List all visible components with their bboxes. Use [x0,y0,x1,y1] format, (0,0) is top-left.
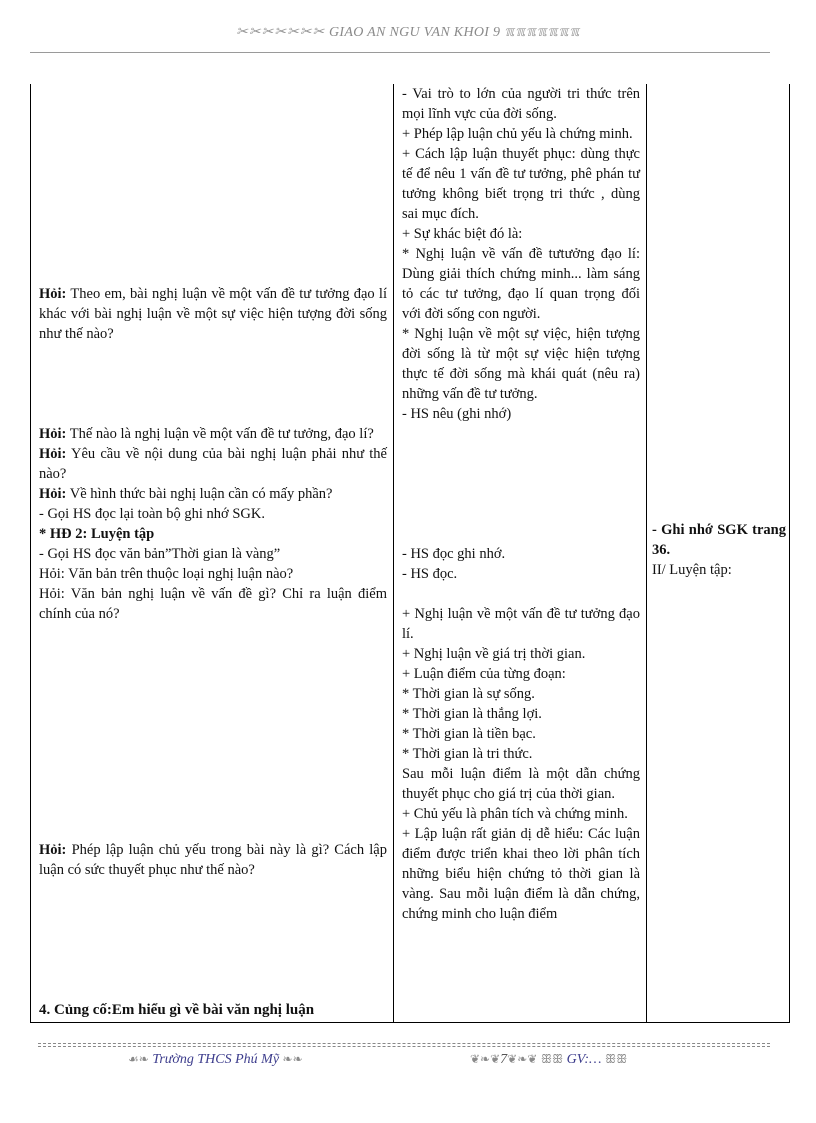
teacher-ornament-left: ꕥꕥ [540,1052,564,1066]
answer-line: + Cách lập luận thuyết phục: dùng thực tế để nêu 1 vấn đề tư tưởng, phê phán tư tưởng không biết trọng tri thức , dùng sai mục đích. [402,146,640,222]
footer-page [470,1052,627,1068]
answer-line: * Thời gian là tiền bạc. [402,726,536,742]
lesson-table [30,84,790,1023]
footer-school [128,1052,303,1068]
header-title: GIAO AN NGU VAN KHOI 9 [328,25,501,40]
footer-rule [38,1043,770,1044]
question-text: Về hình thức bài nghị luận cần có mấy phần? [66,486,333,502]
page-ornament-right: ❦❧❦ [507,1052,538,1066]
header-ornament-right: ℼℼℼℼℼℼℼ [504,25,580,40]
question-text: Phép lập luận chủ yếu trong bài này là gì? Cách lập luận có sức thuyết phục như thế nào? [39,842,387,878]
question-label: Hỏi: [39,426,67,442]
school-name: Trường THCS Phú Mỹ [152,1052,280,1067]
page-header [0,24,816,41]
answer-line: + Nghị luận về giá trị thời gian. [402,646,586,662]
answer-line: + Lập luận rất giản dị dễ hiểu: Các luận điểm được triển khai theo lời phân tích những biểu hiện chứng tỏ thời gian là vàng. Sau mỗi luận điểm là dẫn chứng, chứng minh cho luận điểm [402,826,640,922]
question-text: Yêu cầu về nội dung của bài nghị luận phải như thế nào? [39,446,387,482]
consolidation-heading: 4. Củng cố:Em hiểu gì về bài văn nghị luận [39,1002,315,1018]
answer-line: + Nghị luận về một vấn đề tư tưởng đạo lí. [402,606,640,642]
question-3 [39,444,387,484]
practice-heading: II/ Luyện tập: [652,562,732,578]
answers-block-b [402,544,640,584]
question-4 [39,484,387,504]
question-1 [39,284,387,344]
answer-line: - HS đọc. [402,566,458,582]
answer-line: Sau mỗi luận điểm là một dẫn chứng thuyết phục cho giá trị của thời gian. [402,766,640,802]
memo-note: - Ghi nhớ SGK trang 36. [652,522,786,558]
answer-line: - HS đọc ghi nhớ. [402,546,506,562]
footer-rule-2 [38,1046,770,1047]
page-ornament-left: ❦❧❦ [470,1052,501,1066]
teacher-activity-column [31,84,393,1022]
answer-line: * Thời gian là thắng lợi. [402,706,542,722]
question-6: Hỏi: Văn bản nghị luận về vấn đề gì? Chỉ ra luận điểm chính của nó? [39,586,387,622]
answer-line: * Nghị luận về vấn đề tưtưởng đạo lí: Dùng giải thích chứng minh... làm sáng tỏ các tư tưởng, đạo lí quan trọng đối với đời sống con người. [402,246,640,322]
consolidation [39,1000,387,1020]
answers-block-a [402,84,640,424]
question-label: Hỏi: [39,446,67,462]
question-text: Theo em, bài nghị luận về một vấn đề tư tưởng đạo lí khác với bài nghị luận về một sự việc hiện tượng đời sống như thế nào? [39,286,387,342]
question-label: Hỏi: [39,286,67,302]
teacher-ornament-right: ꕥꕥ [605,1052,628,1066]
question-label: Hỏi: [39,486,67,502]
answer-line: - Vai trò to lớn của người tri thức trên mọi lĩnh vực của đời sống. [402,86,640,122]
content-column [646,84,789,1022]
read-note-instruction: - Gọi HS đọc lại toàn bộ ghi nhớ SGK. [39,506,265,522]
answer-line: * Thời gian là tri thức. [402,746,533,762]
activity-2-heading: * HĐ 2: Luyện tập [39,526,155,542]
question-2 [39,424,387,444]
answer-line: * Thời gian là sự sống. [402,686,535,702]
read-text-instruction: - Gọi HS đọc văn bản”Thời gian là vàng” [39,546,281,562]
answer-line: + Sự khác biệt đó là: [402,226,523,242]
content-notes [652,520,786,580]
footer-ornament-left: ☙❧ [128,1052,149,1066]
page-number: 7 [500,1052,508,1067]
question-label: Hỏi: [39,842,67,858]
answer-line: + Luận điểm của từng đoạn: [402,666,566,682]
answers-block-c [402,604,640,924]
answer-line: + Chủ yếu là phân tích và chứng minh. [402,806,628,822]
answer-line: * Nghị luận về một sự việc, hiện tượng đời sống là từ một sự việc hiện tượng thực tế đời sống mà khái quát (nêu ra) những vấn đề tư tưởng. [402,326,640,402]
footer-ornament-mid: ❧❧ [282,1052,303,1066]
student-activity-column [393,84,647,1022]
question-text: Thế nào là nghị luận về một vấn đề tư tưởng, đạo lí? [66,426,374,442]
answer-line: + Phép lập luận chủ yếu là chứng minh. [402,126,633,142]
questions-block [39,424,387,624]
teacher-label: GV:… [566,1052,602,1067]
answer-line: - HS nêu (ghi nhớ) [402,406,512,422]
header-rule [30,52,770,53]
question-7 [39,840,387,880]
header-ornament-left: ✂✂✂✂✂✂✂ [236,25,326,40]
question-5: Hỏi: Văn bản trên thuộc loại nghị luận nào? [39,566,294,582]
